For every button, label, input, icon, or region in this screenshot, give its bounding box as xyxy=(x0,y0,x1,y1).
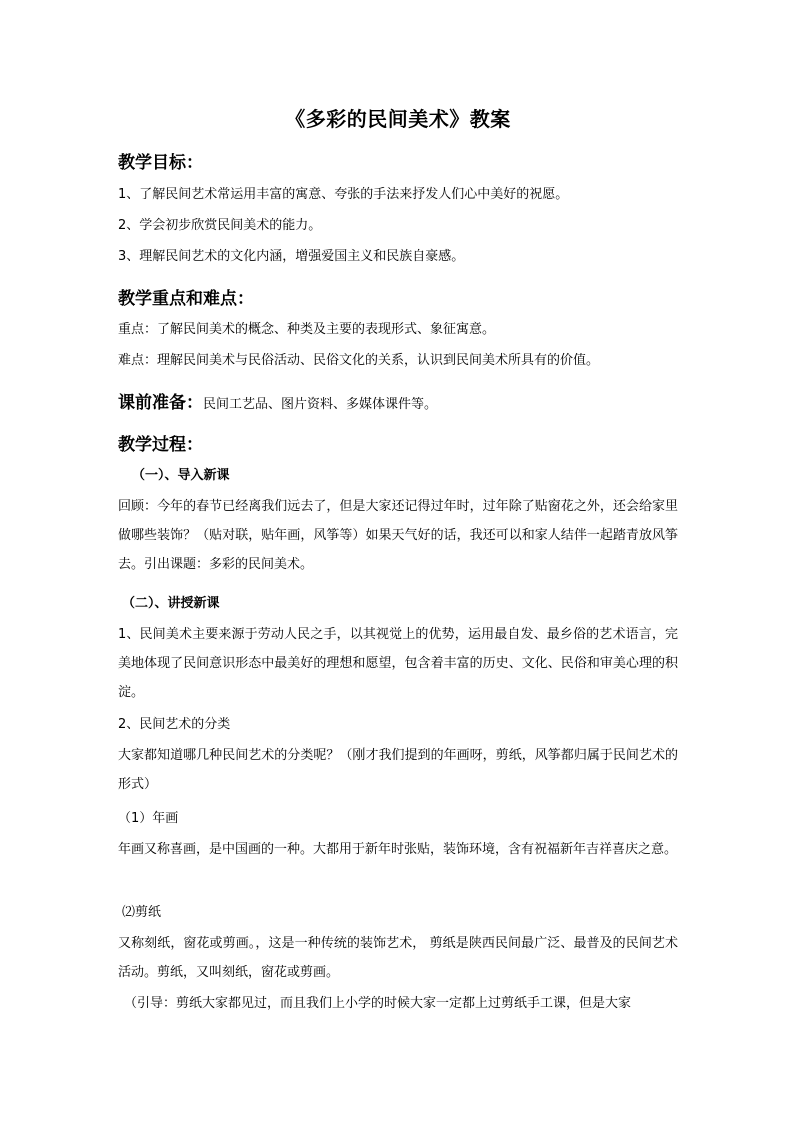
objectives-heading: 教学目标： xyxy=(118,153,203,173)
objective-item-1: 1、了解民间艺术常运用丰富的寓意、夸张的手法来抒发人们心中美好的祝愿。 xyxy=(118,187,569,202)
prep-heading: 课前准备： xyxy=(118,393,203,413)
item1-title: （1）年画 xyxy=(118,811,179,826)
document-title: 《多彩的民间美术》教案 xyxy=(285,107,511,131)
objective-item-3: 3、理解民间艺术的文化内涵，增强爱国主义和民族自豪感。 xyxy=(118,249,465,264)
point2-title: 2、民间艺术的分类 xyxy=(118,717,231,732)
item2-text: 又称刻纸，窗花或剪画。，这是一种传统的装饰艺术， 剪纸是陕西民间最广泛、最普及的民间艺术活动。剪纸，又叫刻纸，窗花或剪画。 xyxy=(118,936,678,980)
point1-text: 1、民间美术主要来源于劳动人民之手，以其视觉上的优势，运用最自发、最乡俗的艺术语言，完美地体现了民间意识形态中最美好的理想和愿望，包含着丰富的历史、文化、民俗和审美心理的积淀。 xyxy=(118,627,678,700)
prep-line xyxy=(118,388,437,413)
key-point-difficult: 难点：理解民间美术与民俗活动、民俗文化的关系，认识到民间美术所具有的价值。 xyxy=(118,353,600,368)
prep-text: 民间工艺品、图片资料、多媒体课件等。 xyxy=(203,397,438,412)
part2-title: （二）、讲授新课 xyxy=(122,596,220,611)
key-point-important: 重点：了解民间美术的概念、种类及主要的表现形式、象征寓意。 xyxy=(118,322,496,337)
point2-text: 大家都知道哪几种民间艺术的分类呢？（刚才我们提到的年画呀，剪纸，风筝都归属于民间艺术的形式） xyxy=(118,748,678,792)
item2-title: ⑵剪纸 xyxy=(122,905,162,920)
part1-text: 回顾：今年的春节已经离我们远去了，但是大家还记得过年时，过年除了贴窗花之外，还会给家里做哪些装饰？（贴对联，贴年画，风筝等）如果天气好的话，我还可以和家人结伴一起踏青放风筝去。引出课题：多彩的民间美术。 xyxy=(118,499,678,572)
process-heading: 教学过程： xyxy=(118,435,203,455)
guide-text: （引导：剪纸大家都见过，而且我们上小学的时候大家一定都上过剪纸手工课，但是大家 xyxy=(124,996,632,1011)
objective-item-2: 2、学会初步欣赏民间美术的能力。 xyxy=(118,218,322,233)
part1-title: （一）、导入新课 xyxy=(132,468,230,483)
key-points-heading: 教学重点和难点： xyxy=(118,289,254,309)
item1-text: 年画又称喜画，是中国画的一种。大都用于新年时张贴，装饰环境，含有祝福新年吉祥喜庆之意。 xyxy=(118,842,678,857)
